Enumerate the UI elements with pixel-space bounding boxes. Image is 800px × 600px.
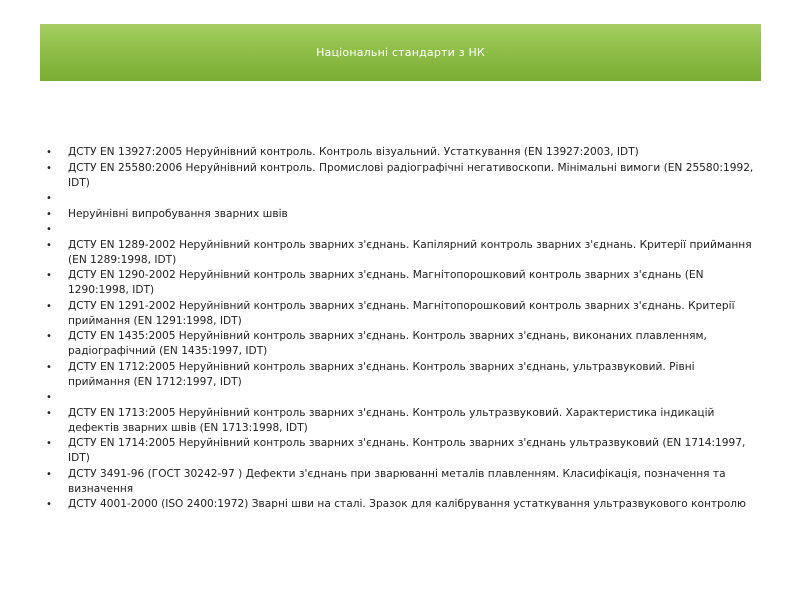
slide-title: Національні стандарти з НК [316, 46, 485, 59]
item-text: ДСТУ 4001-2000 (ISO 2400:1972) Зварні шви на сталі. Зразок для калібрування устаткування ультразвукового контролю [68, 498, 746, 510]
list-item [46, 191, 758, 206]
bullet-icon: • [46, 468, 52, 480]
item-text: ДСТУ EN 1435:2005 Неруйнівний контроль зварних з'єднань. Контроль зварних з'єднань, виконаних плавленням, радіографічний (EN 1435:1997, IDT) [68, 330, 707, 357]
bullet-icon: • [46, 162, 52, 174]
item-text: ДСТУ EN 1290-2002 Неруйнівний контроль зварних з'єднань. Магнітопорошковий контроль зварних з'єднань (EN 1290:1998, IDT) [68, 269, 704, 296]
item-text: ДСТУ EN 13927:2005 Неруйнівний контроль. Контроль візуальний. Устаткування (EN 13927:2003, IDT) [68, 146, 639, 158]
list-item [46, 222, 758, 237]
bullet-icon: • [46, 224, 52, 235]
bullet-icon: • [46, 407, 52, 419]
content-area [46, 145, 758, 513]
item-text: ДСТУ EN 1713:2005 Неруйнівний контроль зварних з'єднань. Контроль ультразвуковий. Характеристика індикацій дефектів зварних швів (EN 1713:1998, IDT) [68, 406, 715, 434]
bullet-icon: • [46, 239, 52, 251]
list-item [46, 238, 758, 268]
title-bar [40, 24, 761, 81]
list-item [46, 497, 758, 512]
bullet-icon: • [46, 208, 52, 220]
item-text: ДСТУ EN 1289-2002 Неруйнівний контроль зварних з'єднань. Капілярний контроль зварних з'єднань. Критерії приймання (EN 1289:1998, IDT) [68, 238, 752, 266]
bullet-icon: • [46, 147, 52, 158]
bullet-icon: • [46, 392, 52, 403]
list-item [46, 207, 758, 222]
list-item [46, 390, 758, 405]
list-item [46, 268, 758, 298]
bullet-icon: • [46, 300, 52, 312]
bullet-icon: • [46, 438, 52, 449]
item-text: ДСТУ 3491-96 (ГОСТ 30242-97 ) Дефекти з'єднань при зварюванні металів плавленням. Класифікація, позначення та визначення [68, 467, 726, 495]
item-text: ДСТУ EN 1291-2002 Неруйнівний контроль зварних з'єднань. Магнітопорошковий контроль зварних з'єднань. Критерії приймання (EN 1291:1998, IDT) [68, 299, 735, 327]
list-item [46, 161, 758, 191]
list-item [46, 360, 758, 390]
list-item [46, 145, 758, 160]
item-text: ДСТУ EN 1712:2005 Неруйнівний контроль зварних з'єднань. Контроль зварних з'єднань, ультразвуковий. Рівні приймання (EN 1712:1997, IDT) [68, 360, 695, 388]
list-item [46, 329, 758, 359]
item-text: Неруйнівні випробування зварних швів [68, 207, 288, 220]
item-text: ДСТУ EN 25580:2006 Неруйнівний контроль. Промислові радіографічні негативоскопи. Мінімальні вимоги (EN 25580:1992, IDT) [68, 161, 754, 189]
list-item [46, 436, 758, 466]
bullet-icon: • [46, 361, 52, 373]
bullet-list [46, 145, 758, 512]
bullet-icon: • [46, 499, 52, 510]
bullet-icon: • [46, 270, 52, 281]
list-item [46, 467, 758, 497]
bullet-icon: • [46, 193, 52, 204]
list-item [46, 406, 758, 436]
item-text: ДСТУ EN 1714:2005 Неруйнівний контроль зварних з'єднань. Контроль зварних з'єднань ультразвуковий (EN 1714:1997, IDT) [68, 437, 746, 464]
bullet-icon: • [46, 331, 52, 342]
list-item [46, 299, 758, 329]
